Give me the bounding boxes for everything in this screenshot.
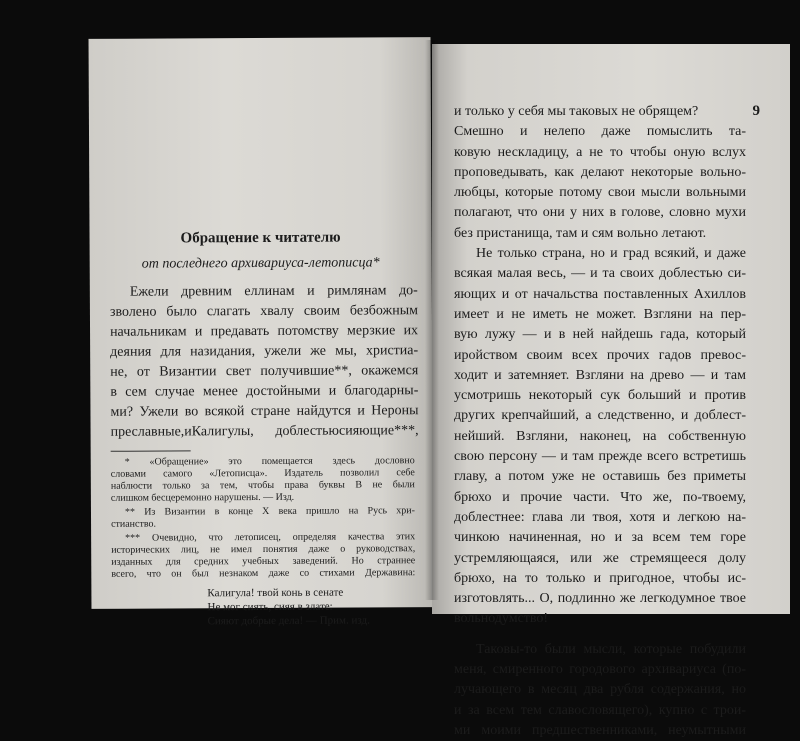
text-line: и только у себя мы таковых не обрящем? (454, 104, 699, 119)
text-line: начальникам и предавать потомству мерзкие их (110, 323, 419, 340)
page-number: 9 (752, 103, 760, 119)
right-page (432, 44, 790, 738)
text-line: Не только страна, но и град всякий, и даже (476, 246, 746, 262)
text-line: изготовлять... О, подлинно же легкодумное твое (454, 591, 746, 607)
footnote-line: *** Очевидно, что летописец, определяя качества этих (125, 531, 416, 544)
footnote-line: изданных для средних учебных заведений. Но страннее (111, 555, 416, 568)
text-line: Таковы-то были мысли, которые побудили (476, 641, 746, 657)
text-line: не, от Византии свет получившие**, окажемся (110, 363, 419, 380)
text-line: Смешно и нелепо даже помыслить та- (454, 124, 746, 140)
poem-line: Не мог сиять, сияя в злате: (207, 600, 333, 614)
text-line: яющих и от начальства поставленных Ахиллов (454, 286, 746, 302)
footnote-3 (111, 531, 415, 581)
footnote-divider (111, 450, 191, 451)
text-line: имеет и не иметь не может. Взгляни на пер- (454, 306, 746, 322)
footnote-poem (207, 585, 370, 628)
footnote-line: * «Обращение» это помещается здесь дословно (124, 455, 415, 468)
text-line: ми моими предшественниками, неумытными (454, 722, 746, 738)
text-line: и за всем тем славословящего), купно с трои- (454, 702, 746, 718)
text-line: зволено было слагать хвалу своим безбожным (109, 303, 418, 320)
footnote-1 (111, 455, 415, 505)
footnote-line: исторических лиц, не имел понятия даже о руководствах, (111, 543, 416, 556)
text-line: без пристанища, там и сям вольно летают. (454, 225, 707, 241)
text-line: брюхо, на то только и пригодное, чтобы ис- (454, 570, 746, 586)
text-line: ходит и затемняет. Взгляни на древо — и там (454, 367, 746, 383)
text-line: ми? Ужели во всякой стране найдутся и Нероны (110, 403, 419, 420)
footnote-2 (111, 505, 415, 531)
chapter-subtitle: от последнего архивариуса-летописца* (141, 255, 380, 272)
text-line: нейший. Взгляни, наконец, на собственную (454, 428, 746, 444)
text-line: главу, а потом уже не оставишь без приметы (454, 469, 746, 485)
text-line: доблестнее: глава ли твоя, хотя и легкою на- (454, 509, 746, 525)
text-line: устремляющаяся, или же стремящееся долу (454, 550, 746, 566)
text-line: ковую нескладицу, а не то чтобы оную вслух (454, 144, 746, 160)
footnote-line: слишком бесцеремонно нарушены. — Изд. (110, 491, 295, 504)
right-body-text (454, 102, 746, 741)
left-body-text (110, 281, 419, 443)
text-line: деяния для назидания, ужели же мы, христиа- (110, 343, 419, 360)
text-line: проповедывать, как делают некоторые вольно- (454, 164, 746, 180)
text-line: свою персону — и там прежде всего встретишь (454, 449, 746, 465)
chapter-title: Обращение к читателю (180, 229, 341, 247)
text-line: иройством своим всех прочих гадов превос- (454, 347, 746, 363)
footnote-line: ** Из Византии в конце X века пришло на Русь хри- (124, 505, 416, 518)
footnote-line: стианство. (111, 518, 157, 530)
text-line: Ежели древним еллинам и римлянам до- (129, 283, 418, 300)
text-line: любцы, которые потому свои мысли вольными (454, 185, 746, 201)
poem-line: Калигула! твой конь в сенате (207, 586, 344, 600)
text-line: полагают, что они у них в голове, словно мухи (454, 205, 746, 221)
text-line: в сем случае менее достойными и благодарны- (110, 383, 419, 400)
book-gutter-shadow (425, 40, 439, 600)
text-line: вольнодумство! (454, 611, 549, 627)
poem-line: Сияют добрые дела! — Прим. изд. (207, 614, 370, 628)
text-line: других крепчайший, а следственно, и доблест- (454, 408, 746, 424)
paragraph-gap (454, 630, 746, 640)
left-page (89, 37, 434, 628)
text-line: преславные,иКалигулы, доблестьюсияющие***, (110, 423, 419, 440)
text-line: усмотришь некоторый сук больший и против (454, 388, 746, 404)
text-line: чинкою начиненная, но и за всем тем горе (454, 530, 746, 546)
text-line: всякая малая весь, — и та своих доблестью си- (454, 266, 746, 282)
text-line: вую лужу — и в ней найдешь гада, который (454, 327, 746, 343)
text-line: лучающего в месяц два рубля содержания, но (454, 682, 746, 698)
footnote-line: всего, что он был незнаком даже со стихами Державина: (111, 567, 416, 580)
text-line: брюхо и прочие части. Что же, по-твоему, (454, 489, 746, 505)
footnote-line: словами самого «Летописца». Издатель позволил себе (110, 467, 415, 480)
text-line: меня, смиренного городового архивариуса (по- (454, 662, 746, 678)
footnote-line: наблюсти только за тем, чтобы права буквы В не были (110, 479, 415, 492)
